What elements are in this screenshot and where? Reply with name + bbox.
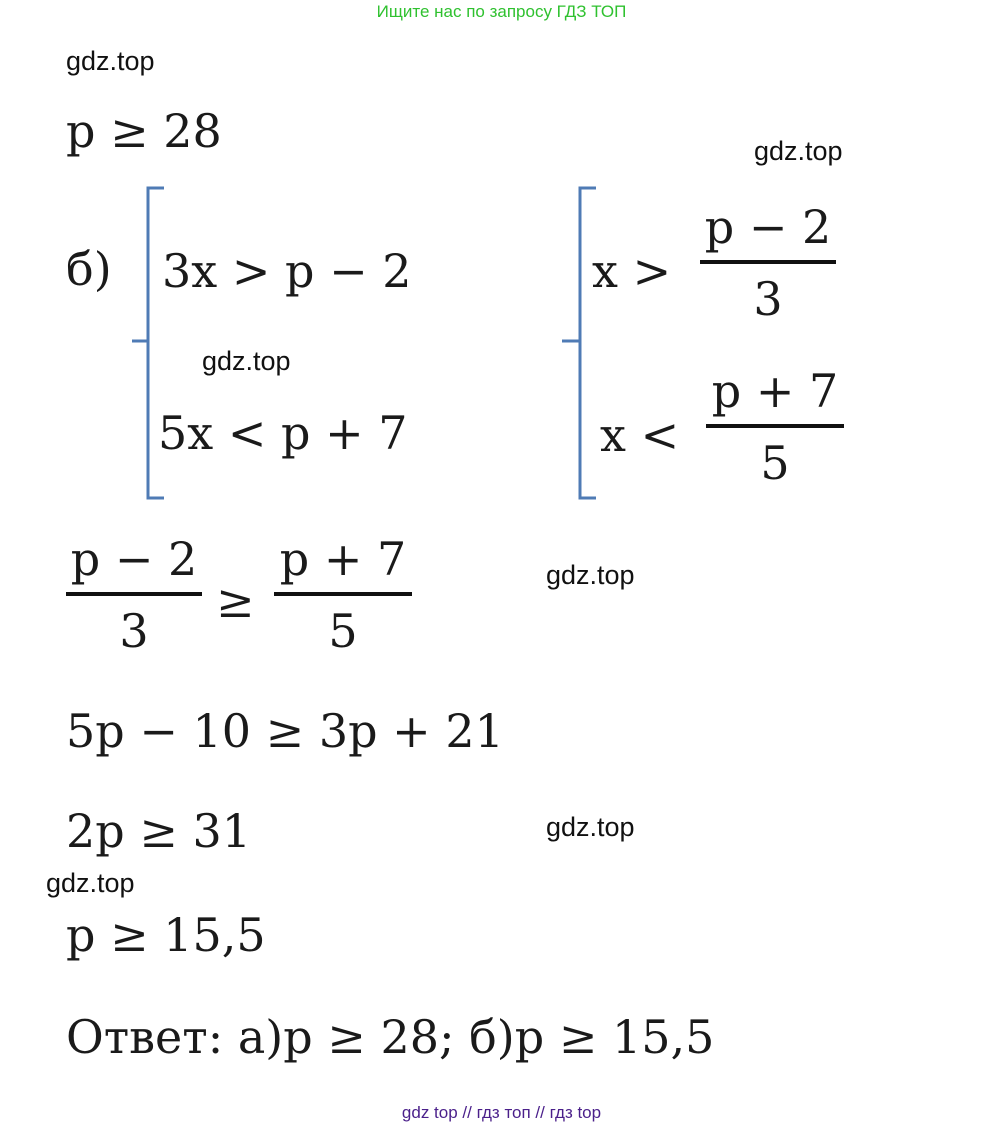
system2-line1-fraction [700,200,836,326]
step-line-6: 2p ≥ 31 [66,804,252,858]
part-b-label: б) [66,242,112,296]
watermark: gdz.top [46,868,135,898]
fraction-bar [700,260,836,264]
top-banner[interactable]: Ищите нас по запросу ГДЗ ТОП [376,2,627,21]
fraction-denominator: 5 [760,436,790,490]
fraction-numerator: p + 7 [711,364,839,418]
fraction-denominator: 5 [328,604,358,658]
system2-line2-fraction [706,364,844,490]
fraction-bar [274,592,412,596]
watermark: gdz.top [202,346,291,376]
fraction-bar [66,592,202,596]
footer-links[interactable]: gdz top // гдз топ // гдз top [401,1103,602,1122]
result-a: p ≥ 28 [66,104,222,158]
fraction-numerator: p − 2 [70,532,198,586]
system1-line1: 3x > p − 2 [162,244,412,298]
inequality-left-fraction [66,532,202,658]
result-b: p ≥ 15,5 [66,908,266,962]
fraction-denominator: 3 [753,272,783,326]
fraction-numerator: p + 7 [279,532,407,586]
watermark: gdz.top [66,46,155,76]
answer-line: Ответ: а)p ≥ 28; б)p ≥ 15,5 [66,1010,715,1064]
inequality-sign: ≥ [216,574,255,628]
system2-line2-lhs: x < [600,408,680,462]
fraction-bar [706,424,844,428]
system1-line2: 5x < p + 7 [158,406,408,460]
watermark: gdz.top [546,812,635,842]
watermark: gdz.top [546,560,635,590]
fraction-numerator: p − 2 [704,200,832,254]
inequality-right-fraction [274,532,412,658]
fraction-denominator: 3 [119,604,149,658]
system2-line1-lhs: x > [592,244,672,298]
watermark: gdz.top [754,136,843,166]
left-brace-icon [560,186,598,500]
step-line-5: 5p − 10 ≥ 3p + 21 [66,704,504,758]
